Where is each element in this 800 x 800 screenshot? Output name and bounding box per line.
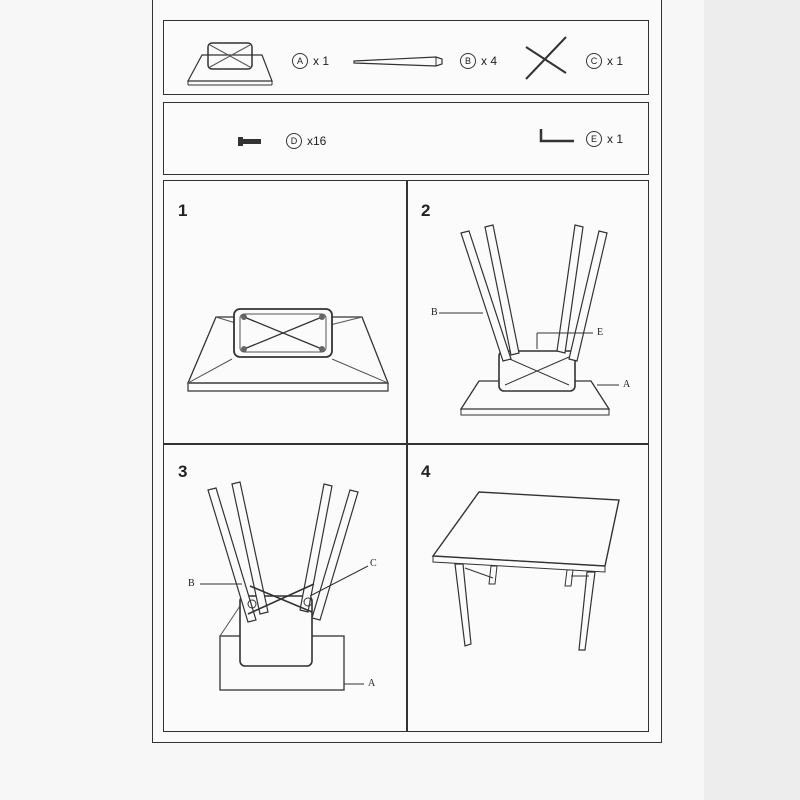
- part-b-marker: B: [460, 53, 476, 69]
- step-3-callout-c: C: [370, 558, 377, 569]
- step-2-callout-b: B: [431, 307, 438, 318]
- part-c-qty: x 1: [607, 54, 624, 68]
- cross-brace-icon: [522, 33, 572, 83]
- parts-panel: [163, 20, 649, 95]
- hardware-panel: [163, 102, 649, 175]
- part-e-marker: E: [586, 131, 602, 147]
- allen-key-icon: [538, 127, 578, 147]
- step-3-panel: [164, 444, 406, 731]
- screw-icon: [236, 135, 266, 149]
- part-a-marker: A: [292, 53, 308, 69]
- step-4-number: 4: [421, 462, 431, 481]
- step-2-callout-e: E: [597, 327, 604, 338]
- part-a-qty: x 1: [313, 54, 330, 68]
- step-2-legs-drawing: [407, 181, 648, 443]
- step-4-panel: [407, 444, 648, 731]
- step-1-tabletop-drawing: [164, 181, 406, 443]
- step-2-number: 2: [421, 201, 431, 220]
- part-c-marker: C: [586, 53, 602, 69]
- part-e-qty: x 1: [607, 132, 624, 146]
- step-2-callout-a: A: [623, 379, 631, 390]
- step-2-panel: [407, 181, 648, 443]
- part-b-qty: x 4: [481, 54, 498, 68]
- tabletop-icon: [180, 39, 280, 89]
- step-3-number: 3: [178, 462, 188, 481]
- step-1-panel: [164, 181, 406, 443]
- page-edge-shadow: [704, 0, 800, 800]
- steps-grid: [163, 180, 649, 732]
- step-4-finished-table-drawing: [407, 444, 648, 731]
- leg-icon: [352, 53, 452, 73]
- part-d-qty: x16: [307, 134, 327, 148]
- step-1-number: 1: [178, 201, 188, 220]
- step-3-callout-b: B: [188, 578, 195, 589]
- instruction-sheet: [152, 0, 662, 743]
- step-3-callout-a: A: [368, 678, 376, 689]
- part-d-marker: D: [286, 133, 302, 149]
